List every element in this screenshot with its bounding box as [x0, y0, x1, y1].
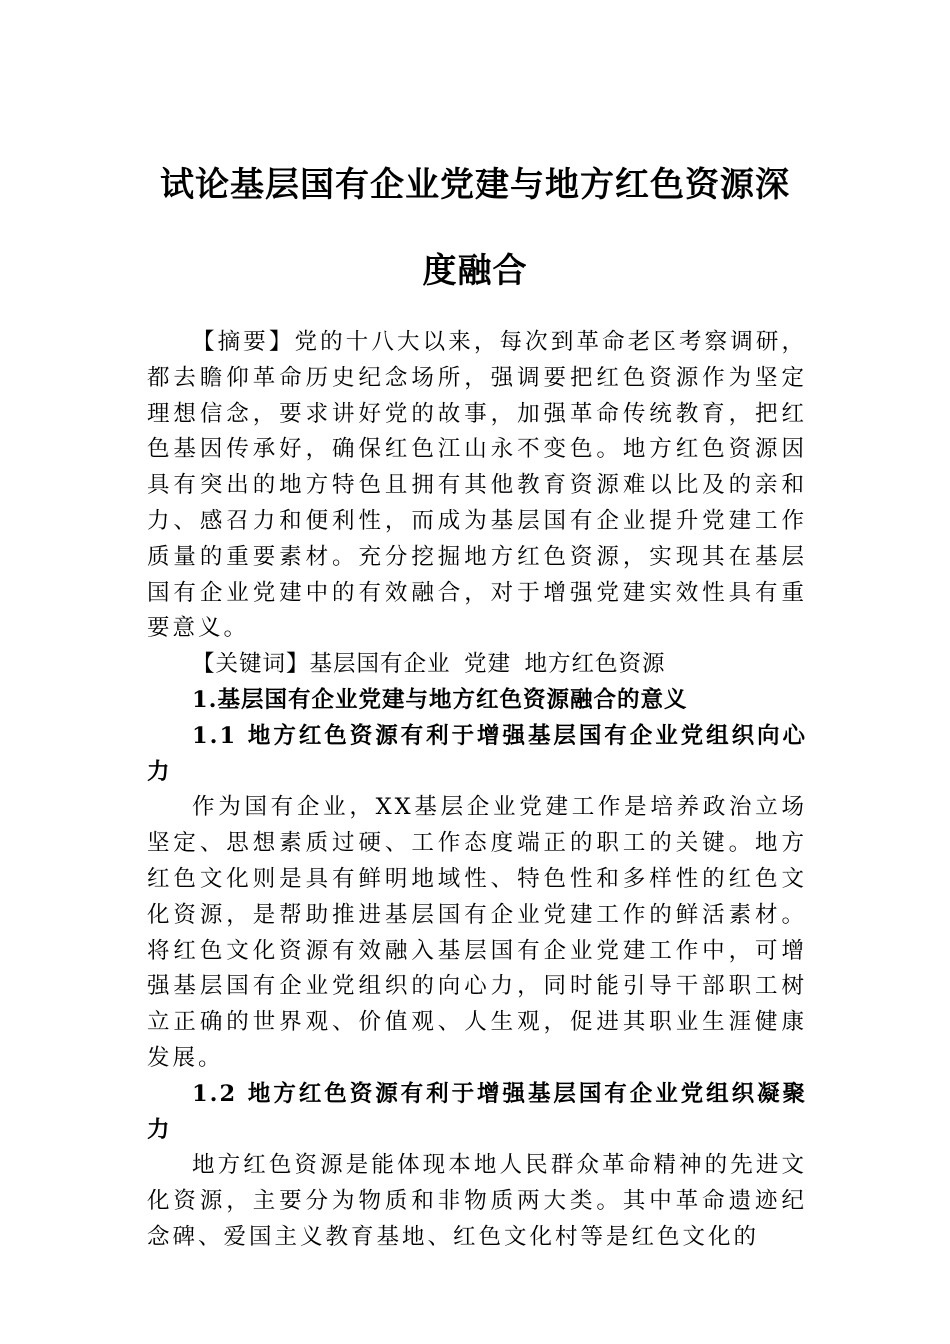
document-title: [140, 142, 810, 314]
keywords-line: [147, 647, 807, 683]
title-line-1: 试论基层国有企业党建与地方红色资源深: [160, 165, 790, 205]
section-1-2-heading: 1.2 地方红色资源有利于增强基层国有企业党组织凝聚力: [147, 1080, 807, 1143]
keyword-2: 党建: [464, 651, 512, 678]
section-1-1-paragraph: 作为国有企业，XX基层企业党建工作是培养政治立场坚定、思想素质过硬、工作态度端正的职工的关键。地方红色文化则是具有鲜明地域性、特色性和多样性的红色文化资源，是帮助推进基层国有企业党建工作的鲜活素材。将红色文化资源有效融入基层国有企业党建工作中，可增强基层国有企业党组织的向心力，同时能引导干部职工树立正确的世界观、价值观、人生观，促进其职业生涯健康发展。: [147, 794, 807, 1071]
section-1-heading: 1.基层国有企业党建与地方红色资源融合的意义: [192, 686, 688, 713]
title-line-2: 度融合: [422, 251, 528, 291]
keywords-label: 【关键词】基层国有企业: [192, 651, 451, 678]
document-body: [147, 325, 807, 1256]
section-1-2-paragraph: 地方红色资源是能体现本地人民群众革命精神的先进文化资源，主要分为物质和非物质两大类。其中革命遗迹纪念碑、爱国主义教育基地、红色文化村等是红色文化的: [147, 1152, 807, 1250]
section-1-1-heading: 1.1 地方红色资源有利于增强基层国有企业党组织向心力: [147, 722, 807, 785]
abstract-paragraph: 【摘要】党的十八大以来，每次到革命老区考察调研，都去瞻仰革命历史纪念场所，强调要把红色资源作为坚定理想信念，要求讲好党的故事，加强革命传统教育，把红色基因传承好，确保红色江山永不变色。地方红色资源因具有突出的地方特色且拥有其他教育资源难以比及的亲和力、感召力和便利性，而成为基层国有企业提升党建工作质量的重要素材。充分挖掘地方红色资源，实现其在基层国有企业党建中的有效融合，对于增强党建实效性具有重要意义。: [147, 329, 807, 642]
keyword-3: 地方红色资源: [524, 651, 666, 678]
